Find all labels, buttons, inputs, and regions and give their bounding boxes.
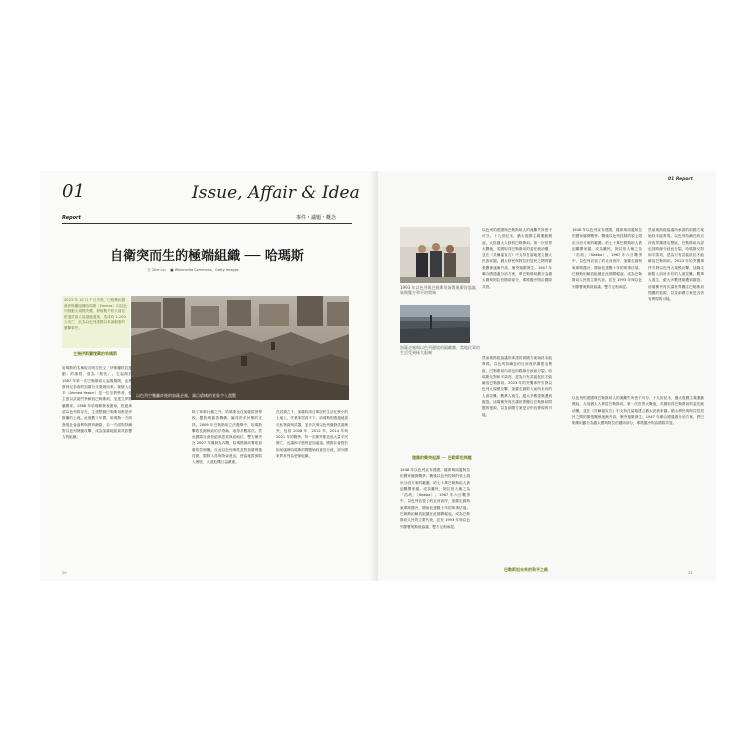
left-column-3 — [276, 409, 348, 561]
right-column-3 — [648, 227, 704, 387]
subhead-origins: 建國的衝突起源 ── 巴勒斯坦問題 — [412, 455, 472, 460]
left-column-2 — [192, 409, 262, 561]
byline: 文 Ollie Lin ■ Wikimedia Commons、Getty Images — [147, 268, 239, 272]
left-column-1-text: 哈瑪斯的名稱取自阿拉伯文「伊斯蘭抵抗運動」的縮寫，意為「熱忱」。它起源於 1987 年第一次巴勒斯坦人起義期間，由穆斯林兄弟會的加薩分支發展而來。創辦人亞辛（Ahmed Yassin）是一位宗教學者，他主張以武裝鬥爭解放巴勒斯坦，並建立伊斯蘭國家。1988 年哈瑪斯發表憲章，拒絕承認以色列的存在，主張整個巴勒斯坦都是伊斯蘭的土地。此後數十年間，哈瑪斯一方面發展社會福利與教育網絡，另一方面則持續對以色列發動攻擊，成為加薩地區最具影響力的組織。 — [62, 366, 132, 440]
photo-handshake-caption: 1993 年以色列與巴勒斯坦簽署奧斯陸協議，象徵雙方和平的開端 — [400, 285, 480, 295]
right-column-1 — [482, 227, 552, 347]
left-column-2-text: 除了軍事行動之外，哈瑪斯也在加薩經營學校、醫院與慈善機構，贏得許多民眾的支持。2006 年巴勒斯坦立法選舉中，哈瑪斯擊敗長期執政的法塔赫，取得多數席次。然而國際社會拒絕承認其執政地位，雙方衝突在 2007 年爆發為內戰，哈瑪斯最終奪取加薩的控制權。自此以色列與埃及對加薩實施封鎖，限制人員與物資進出，使當地經濟陷入困境，人道危機日益嚴重。 — [192, 410, 262, 465]
left-column-1 — [62, 365, 132, 561]
right-page — [378, 171, 716, 581]
right-folio: 21 — [688, 571, 693, 575]
right-lower-column-2-text: 然而奧斯陸協議所承諾的兩國方案始終未能實現。以色列持續在約旦河西岸擴建屯墾區，巴勒斯坦內部也因路線分歧而分裂。哈瑪斯反對和平談判，認為只有武裝抵抗才能解放巴勒斯坦。2023 年的突襲事件引發以色列大規模反擊，加薩走廊陷入前所未有的人道災難，數萬人喪生，絕大多數建築遭到摧毀。這場衝突再次讓世界關注巴勒斯坦問題的根源，以及兩國方案是否仍有實現的可能。 — [482, 356, 552, 417]
photo-wall-caption: 加薩走廊與以色列邊境的隔離牆，當地民眾的生活受到極大限制 — [400, 345, 480, 355]
photo-handshake — [400, 227, 470, 283]
magazine-spread — [40, 171, 716, 581]
main-photo-caption: 以色列空襲轟炸後的加薩走廊，滿目瘡痍的景象令人震驚 — [136, 393, 236, 398]
left-column-3-text: 在封鎖之下，加薩約兩百萬居民生活在狹小的土地上，失業率居高不下。哈瑪斯則透過地道走私物資與武器，並多次與以色列爆發武裝衝突，包括 2008 年、2012 年、2014 年與 2021 年的戰爭。每一次衝突都造成大量平民傷亡，也讓和平進程更加遙遠。國際社會對於如何處理哈瑪斯的問題始終意見分歧，部分國家將其列為恐怖組織。 — [276, 410, 348, 459]
intro-box — [62, 296, 130, 348]
section-subtitle: 事件・議題・概念 — [296, 215, 337, 221]
border-wall-image — [400, 305, 470, 343]
subhead-intro: 主張伊斯蘭復興的哈瑪斯 — [73, 351, 117, 356]
right-column-1-text: 以色列的建國與巴勒斯坦人的流離失所密不可分。十九世紀末，猶太復國主義運動興起，大批猶太人移居巴勒斯坦。第一次世界大戰後，英國取得巴勒斯坦的委任統治權，並在《貝爾福宣言》中支持在當地建立猶太民族家園。猶太移民與阿拉伯居民之間的緊張關係逐漸升高，衝突頻繁發生。1947 年聯合國通過分治方案，將巴勒斯坦劃分為猶太國與阿拉伯國兩部分，耶路撒冷則由國際共管。 — [482, 228, 552, 289]
right-lower-column-1-text: 1948 年以色列宣布建國，隨即與周邊阿拉伯國家爆發戰爭。戰後以色列控制的領土超出分治方案的範圍，約七十萬巴勒斯坦人被迫離開家園，成為難民，阿拉伯人稱之為「浩劫」（Nakba）。1967 年六日戰爭中，以色列佔領了約旦河西岸、加薩走廊與東耶路撒冷，開始長達數十年的軍事佔領。巴勒斯坦解放組織在此期間崛起，成為巴勒斯坦人民的主要代表，並在 1993 年與以色列簽署奧斯陸協議，雙方互相承認。 — [400, 468, 470, 529]
main-photo — [131, 296, 349, 400]
right-lower-column-2 — [482, 355, 552, 561]
right-lower-column-3-text: 以色列的建國與巴勒斯坦人的流離失所密不可分。十九世紀末，猶太復國主義運動興起，大批猶太人移居巴勒斯坦。第一次世界大戰後，英國取得巴勒斯坦的委任統治權，並在《貝爾福宣言》中支持在當地建立猶太民族家園。猶太移民與阿拉伯居民之間的緊張關係逐漸升高，衝突頻繁發生。1947 年聯合國通過分治方案，將巴勒斯坦劃分為猶太國與阿拉伯國兩部分，耶路撒冷則由國際共管。 — [572, 396, 704, 426]
right-column-2 — [572, 227, 642, 387]
right-lower-column-1 — [400, 467, 470, 561]
section-tag: Report — [62, 215, 81, 221]
left-folio: 20 — [62, 571, 67, 575]
photo-wall — [400, 305, 470, 343]
intro-text: 2023 年 10 月 7 日早晨，巴勒斯坦激進伊斯蘭組織哈瑪斯（Hamas）向以色列發動大規模突襲，發射數千枚火箭並派遣武裝人員越過邊境，造成約 1,200 人死亡，此為以色列建國以來最嚴重的襲擊事件。 — [64, 298, 127, 330]
subhead-future: 巴勒斯坦未來的和平之路 — [504, 567, 548, 572]
right-column-2-text: 1948 年以色列宣布建國，隨即與周邊阿拉伯國家爆發戰爭。戰後以色列控制的領土超出分治方案的範圍，約七十萬巴勒斯坦人被迫離開家園，成為難民，阿拉伯人稱之為「浩劫」（Nakba）。1967 年六日戰爭中，以色列佔領了約旦河西岸、加薩走廊與東耶路撒冷，開始長達數十年的軍事佔領。巴勒斯坦解放組織在此期間崛起，成為巴勒斯坦人民的主要代表，並在 1993 年與以色列簽署奧斯陸協議，雙方互相承認。 — [572, 228, 642, 289]
left-page — [40, 171, 378, 581]
rubble-image — [131, 296, 349, 400]
handshake-image — [400, 227, 470, 283]
header-rule — [62, 223, 352, 224]
right-lower-column-3 — [572, 395, 704, 561]
issue-title: Issue, Affair & Idea — [192, 183, 360, 203]
running-head: 01 Report — [668, 177, 693, 182]
right-column-3-text: 然而奧斯陸協議所承諾的兩國方案始終未能實現。以色列持續在約旦河西岸擴建屯墾區，巴勒斯坦內部也因路線分歧而分裂。哈瑪斯反對和平談判，認為只有武裝抵抗才能解放巴勒斯坦。2023 年的突襲事件引發以色列大規模反擊，加薩走廊陷入前所未有的人道災難，數萬人喪生，絕大多數建築遭到摧毀。這場衝突再次讓世界關注巴勒斯坦問題的根源，以及兩國方案是否仍有實現的可能。 — [648, 228, 704, 302]
issue-number: 01 — [62, 181, 85, 202]
top-photo — [190, 139, 380, 169]
article-headline: 自衛突而生的極端組織 ── 哈瑪斯 — [110, 249, 304, 264]
